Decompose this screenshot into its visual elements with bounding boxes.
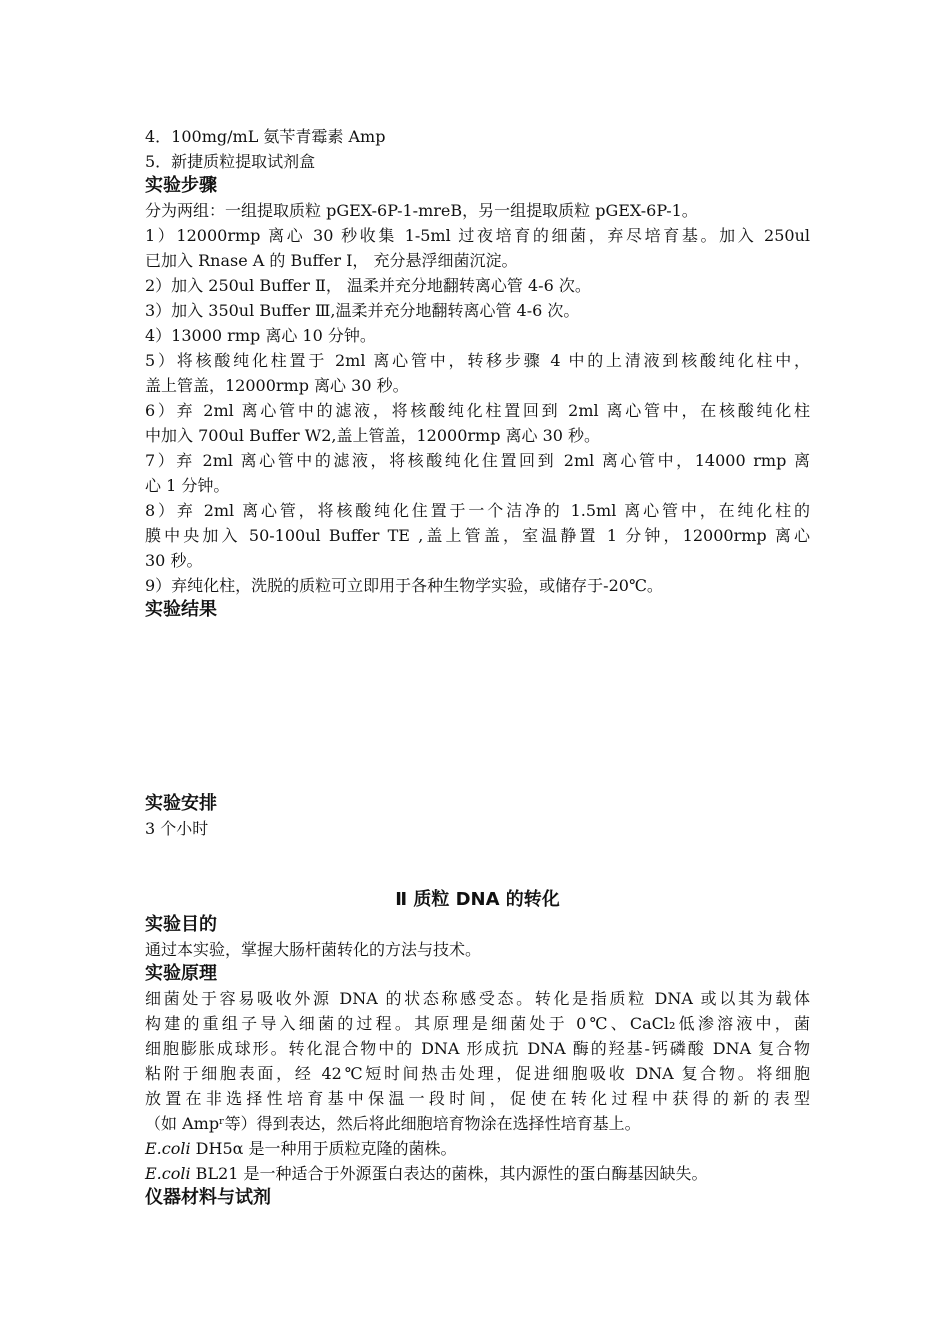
step-7-line-1: 7）弃 2ml 离心管中的滤液，将核酸纯化住置回到 2ml 离心管中，14000 rmp 离 <box>145 451 810 470</box>
step-1-line-1: 1）12000rmp 离心 30 秒收集 1-5ml 过夜培育的细菌，弃尽培育基。加入 250ul <box>145 226 810 245</box>
section-spacer <box>145 841 810 887</box>
document-page <box>145 124 810 1210</box>
principle-line-3: 细胞膨胀成球形。转化混合物中的 DNA 形成抗 DNA 酶的羟基-钙磷酸 DNA 复合物 <box>145 1039 810 1058</box>
step-7-line-2: 心 1 分钟。 <box>145 476 230 495</box>
principle-line-5: 放置在非选择性培育基中保温一段时间，促使在转化过程中获得的新的表型 <box>145 1089 810 1108</box>
step-9: 9）弃纯化柱，洗脱的质粒可立即用于各种生物学实验，或储存于-20℃。 <box>145 576 663 595</box>
results-heading: 实验结果 <box>145 599 217 620</box>
section-title: Ⅱ 质粒 DNA 的转化 <box>395 889 560 910</box>
strain-bl21-species: E.coli <box>145 1164 191 1183</box>
steps-intro: 分为两组：一组提取质粒 pGEX-6P-1-mreB，另一组提取质粒 pGEX-6P-1。 <box>145 201 698 220</box>
strain-dh5a-species: E.coli <box>145 1139 191 1158</box>
purpose-text: 通过本实验，掌握大肠杆菌转化的方法与技术。 <box>145 940 482 959</box>
principle-heading: 实验原理 <box>145 963 217 984</box>
step-3: 3）加入 350ul Buffer Ⅲ,温柔并充分地翻转离心管 4-6 次。 <box>145 301 580 320</box>
step-2: 2）加入 250ul Buffer Ⅱ， 温柔并充分地翻转离心管 4-6 次。 <box>145 276 591 295</box>
step-1-line-2: 已加入 Rnase A 的 Buffer Ⅰ， 充分悬浮细菌沉淀。 <box>145 251 518 270</box>
materials-item-5: 5．新捷质粒提取试剂盒 <box>145 152 316 171</box>
step-6-line-2: 中加入 700ul Buffer W2,盖上管盖，12000rmp 离心 30 秒。 <box>145 426 601 445</box>
step-8-line-2: 膜中央加入 50-100ul Buffer TE ,盖上管盖，室温静置 1 分钟，12000rmp 离心 <box>145 526 810 545</box>
step-6-line-1: 6）弃 2ml 离心管中的滤液，将核酸纯化柱置回到 2ml 离心管中，在核酸纯化柱 <box>145 401 810 420</box>
steps-heading: 实验步骤 <box>145 175 217 196</box>
principle-line-4: 粘附于细胞表面，经 42℃短时间热击处理，促进细胞吸收 DNA 复合物。将细胞 <box>145 1064 810 1083</box>
schedule-text: 3 个小时 <box>145 819 209 838</box>
schedule-heading: 实验安排 <box>145 793 217 814</box>
step-8-line-1: 8）弃 2ml 离心管，将核酸纯化住置于一个洁净的 1.5ml 离心管中，在纯化柱的 <box>145 501 810 520</box>
step-4: 4）13000 rmp 离心 10 分钟。 <box>145 326 376 345</box>
strain-bl21 <box>145 1161 810 1186</box>
principle-line-2: 构建的重组子导入细菌的过程。其原理是细菌处于 0℃、CaCl₂低渗溶液中，菌 <box>145 1014 810 1033</box>
step-5-line-2: 盖上管盖，12000rmp 离心 30 秒。 <box>145 376 409 395</box>
purpose-heading: 实验目的 <box>145 914 217 935</box>
materials-heading: 仪器材料与试剂 <box>145 1187 271 1208</box>
materials-item-4: 4．100mg/mL 氨苄青霉素 Amp <box>145 127 386 146</box>
strain-dh5a-text: DH5α 是一种用于质粒克隆的菌株。 <box>190 1139 457 1158</box>
results-blank-area <box>145 622 810 792</box>
step-8-line-3: 30 秒。 <box>145 551 203 570</box>
step-5-line-1: 5）将核酸纯化柱置于 2ml 离心管中，转移步骤 4 中的上清液到核酸纯化柱中， <box>145 351 810 370</box>
principle-line-1: 细菌处于容易吸收外源 DNA 的状态称感受态。转化是指质粒 DNA 或以其为载体 <box>145 989 810 1008</box>
strain-dh5a <box>145 1136 810 1161</box>
principle-line-6: （如 Ampʳ等）得到表达，然后将此细胞培育物涂在选择性培育基上。 <box>145 1114 641 1133</box>
strain-bl21-text: BL21 是一种适合于外源蛋白表达的菌株，其内源性的蛋白酶基因缺失。 <box>190 1164 708 1183</box>
